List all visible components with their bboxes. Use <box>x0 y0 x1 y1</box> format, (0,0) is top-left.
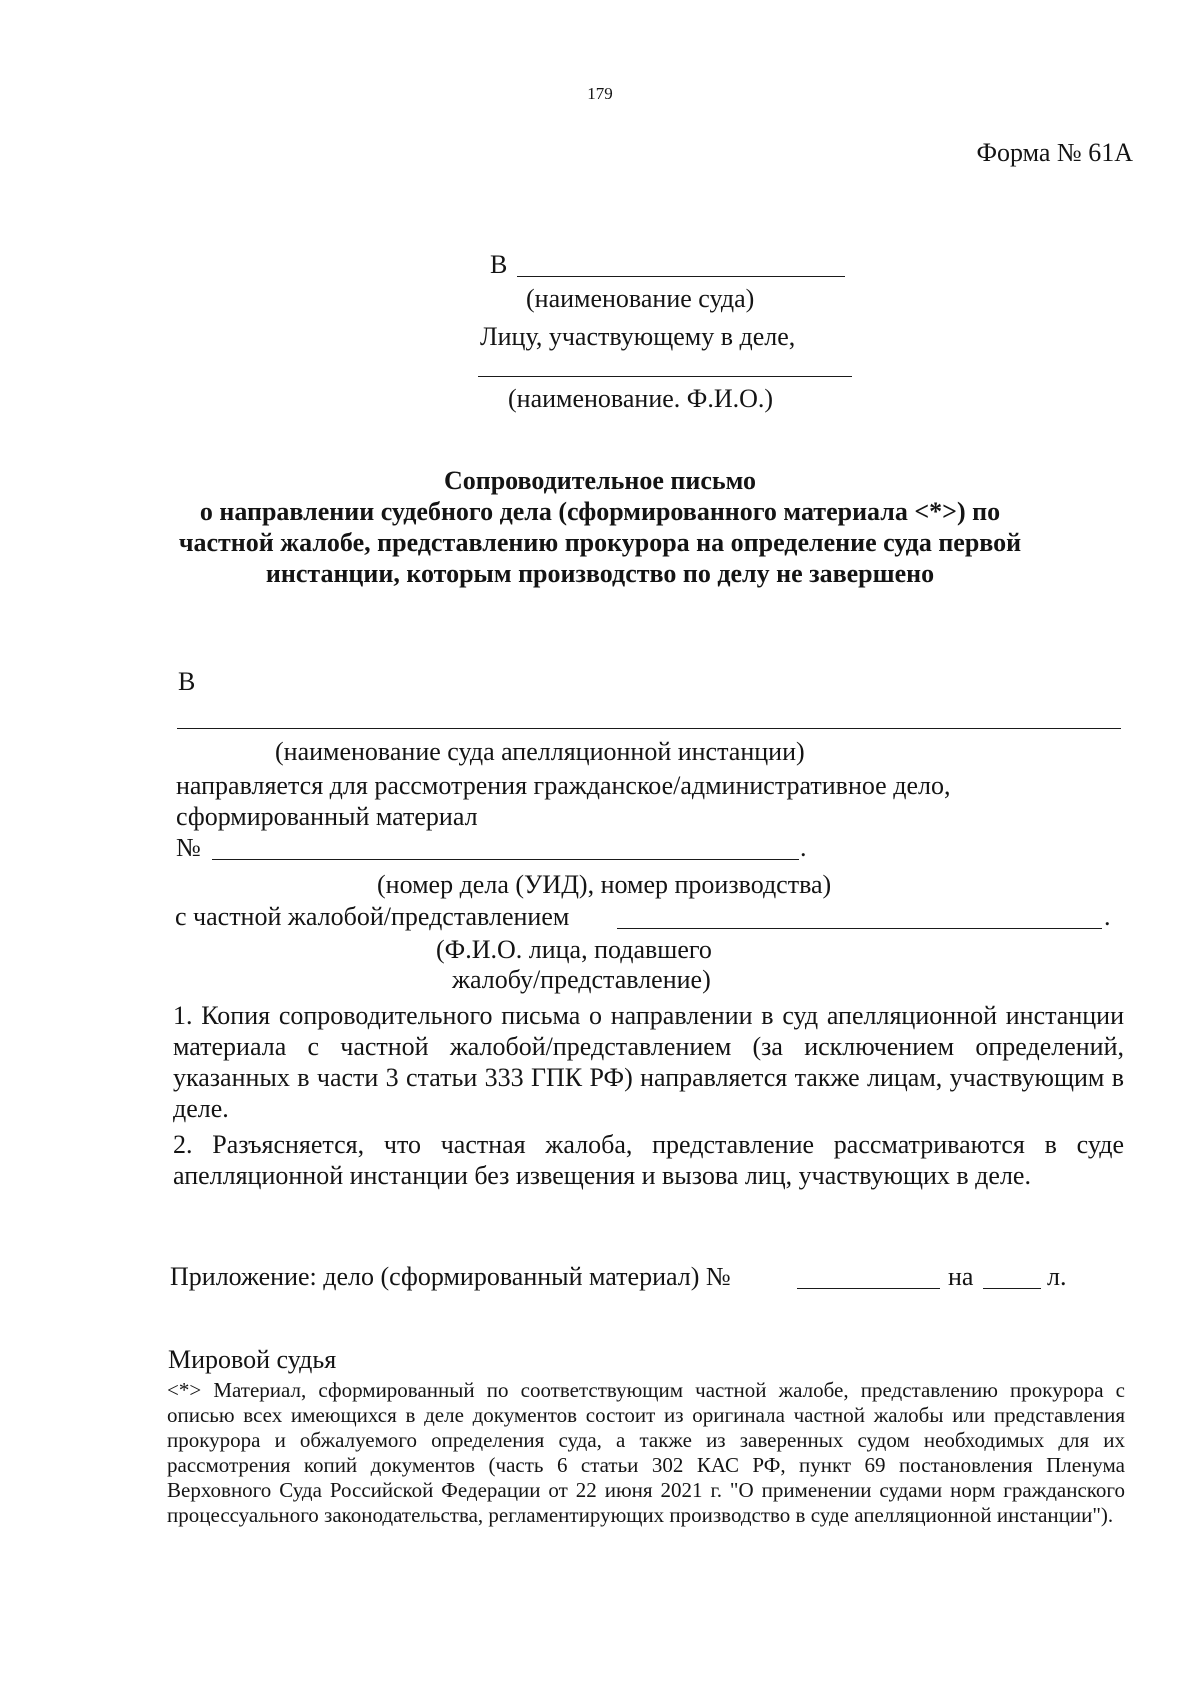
complainant-blank <box>617 928 1102 929</box>
participant-line: Лицу, участвующему в деле, <box>480 322 796 351</box>
item-2-paragraph: 2. Разъясняется, что частная жалоба, представление рассматриваются в суде апелляционной инстанции без извещения и вызова лиц, участвующих в деле. <box>173 1130 1124 1190</box>
document-title <box>0 465 1200 589</box>
footnote: <*> Материал, сформированный по соответствующим частной жалобе, представлению прокурора с описью всех имеющихся в деле документов состоит из оригинала частной жалобы или представления прокурора и обжалуемого определения суда, а также из заверенных судом необходимых для их рассмотрения копий документов (часть 6 статьи 302 КАС РФ, пункт 69 постановления Пленума Верховного Суда Российской Федерации от 22 июня 2021 г. "О применении судами норм гражданского процессуального законодательства, регламентирующих производство в суде апелляционной инстанции"). <box>167 1378 1125 1527</box>
complaint-period: . <box>1104 902 1111 931</box>
appeal-court-blank <box>177 728 1121 729</box>
sheet-count-blank <box>983 1288 1041 1289</box>
title-line-2: о направлении судебного дела (сформированного материала <*>) по <box>199 497 1001 526</box>
attachment-sheets: л. <box>1047 1262 1067 1291</box>
form-number: Форма № 61А <box>976 138 1133 167</box>
participant-name-caption: (наименование. Ф.И.О.) <box>508 384 774 413</box>
material-line: сформированный материал <box>176 802 478 831</box>
complaint-prefix: с частной жалобой/представлением <box>175 902 570 931</box>
filer-caption-line-2: жалобу/представление) <box>452 965 711 994</box>
attachment-on: на <box>948 1262 974 1291</box>
case-number-caption: (номер дела (УИД), номер производства) <box>377 870 832 899</box>
signature-role: Мировой судья <box>168 1345 337 1374</box>
attachment-number-blank <box>797 1288 940 1289</box>
case-number-blank <box>212 859 799 860</box>
attachment-prefix: Приложение: дело (сформированный материал) № <box>170 1262 731 1291</box>
case-number-prefix: № <box>176 833 201 862</box>
filer-caption-line-1: (Ф.И.О. лица, подавшего <box>436 935 712 964</box>
title-line-3: частной жалобе, представлению прокурора на определение суда первой <box>178 528 1022 557</box>
title-line-1: Сопроводительное письмо <box>443 466 757 495</box>
court-name-blank <box>517 276 845 277</box>
appeal-court-prefix: В <box>178 667 196 696</box>
addressee-prefix: В <box>490 250 508 279</box>
court-name-caption: (наименование суда) <box>526 284 755 313</box>
item-1-paragraph: 1. Копия сопроводительного письма о направлении в суд апелляционной инстанции материала с частной жалобой/представлением (за исключением определений, указанных в части 3 статьи 333 ГПК РФ) направляется также лицам, участвующим в деле. <box>173 1001 1124 1123</box>
case-number-period: . <box>800 833 807 862</box>
title-line-4: инстанции, которым производство по делу не завершено <box>265 559 935 588</box>
participant-name-blank <box>478 376 852 377</box>
appeal-court-caption: (наименование суда апелляционной инстанции) <box>275 737 805 766</box>
page-number: 179 <box>587 84 613 103</box>
sent-line: направляется для рассмотрения гражданское/административное дело, <box>176 771 951 800</box>
